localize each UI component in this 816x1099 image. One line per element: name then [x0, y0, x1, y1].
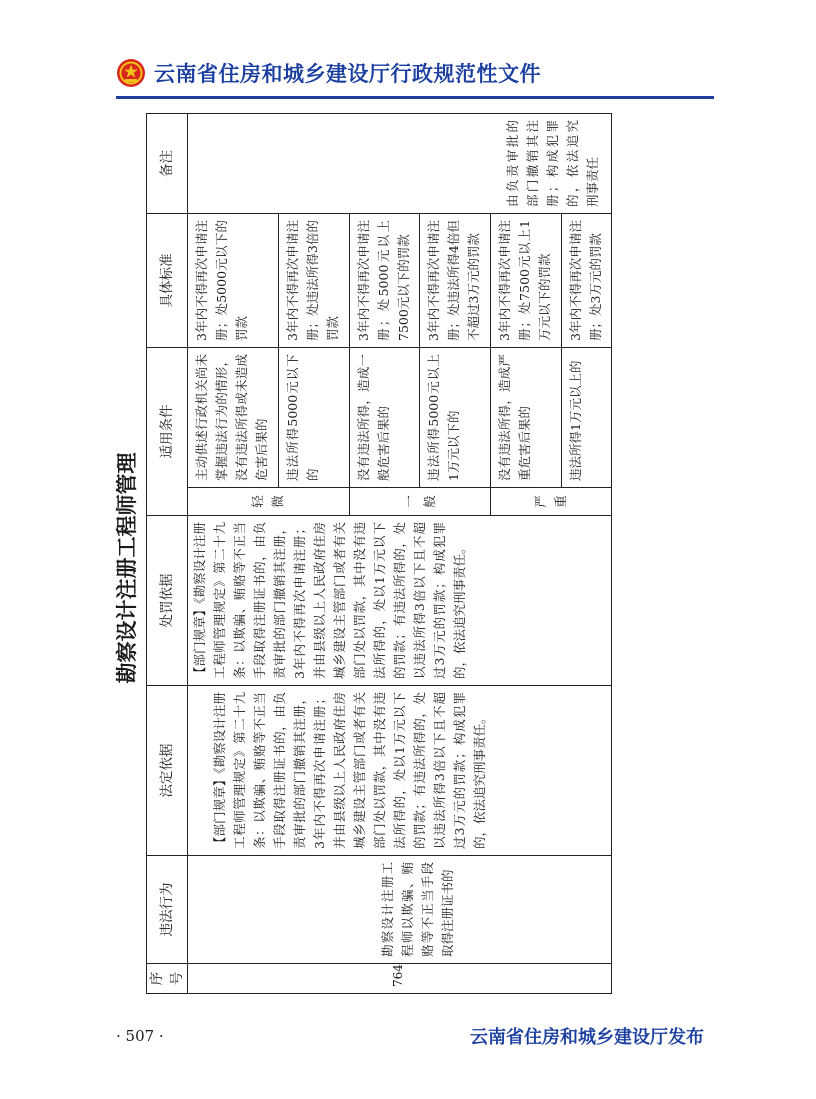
- standard-cell: 3年内不得再次申请注册；处违法所得4倍但不超过3万元的罚款: [420, 214, 491, 348]
- col-header-condition: 适用条件: [147, 348, 188, 516]
- header-divider: [116, 96, 714, 99]
- standard-cell: 3年内不得再次申请注册；处7500元以上1万元以下的罚款: [491, 214, 562, 348]
- condition-cell: 主动供述行政机关尚未掌握违法行为的情形，没有违法所得或未造成危害后果的: [188, 348, 279, 488]
- condition-cell: 没有违法所得，造成严重危害后果的: [491, 348, 562, 488]
- level-label-serious: 严重: [491, 488, 612, 516]
- row-seq: 764: [391, 964, 405, 987]
- row-penalty: 【部门规章】《勘察设计注册工程师管理规定》第二十九条：以欺骗、贿赂等不正当手段取得注册证书的，由负责审批的部门撤销其注册，3年内不得再次申请注册；并由县级以上人民政府住房城乡建设主管部门或者有关部门处以罚款，其中没有违法所得的，处以1万元以下的罚款；有违法所得的，处以违法所得3倍以下且不超过3万元的罚款；构成犯罪的，依法追究刑事责任。: [188, 516, 612, 686]
- row-act: 勘察设计注册工程师以欺骗、贿赂等不正当手段取得注册证书的: [188, 856, 612, 964]
- level-label-minor: 轻微: [188, 488, 350, 516]
- standard-cell: 3年内不得再次申请注册；处5000元以上7500元以下的罚款: [349, 214, 420, 348]
- condition-cell: 违法所得5000元以下的: [279, 348, 350, 488]
- standard-cell: 3年内不得再次申请注册；处3万元的罚款: [561, 214, 611, 348]
- document-title: 勘察设计注册工程师管理: [114, 452, 139, 684]
- condition-cell: 违法所得1万元以上的: [561, 348, 611, 488]
- col-header-act: 违法行为: [147, 856, 188, 964]
- publisher-label: 云南省住房和城乡建设厅发布: [470, 1027, 704, 1048]
- row-seq-cell: [188, 964, 612, 994]
- national-emblem-icon: [116, 58, 146, 88]
- col-header-standard: 具体标准: [147, 214, 188, 348]
- row-note: 由负责审批的部门撤销其注册；构成犯罪的，依法追究刑事责任: [188, 114, 612, 214]
- condition-cell: 违法所得5000元以上1万元以下的: [420, 348, 491, 488]
- rotated-table-area: [114, 114, 603, 994]
- standard-cell: 3年内不得再次申请注册；处5000元以下的罚款: [188, 214, 279, 348]
- penalty-table: [146, 113, 612, 994]
- table-header-row: [147, 114, 188, 994]
- col-header-penalty: 处罚依据: [147, 516, 188, 686]
- standard-cell: 3年内不得再次申请注册；处违法所得3倍的罚款: [279, 214, 350, 348]
- level-label-general: 一般: [349, 488, 490, 516]
- header-title: 云南省住房和城乡建设厅行政规范性文件: [154, 62, 541, 86]
- page-header: [116, 56, 541, 90]
- page-number: · 507 ·: [116, 1027, 164, 1045]
- condition-cell: 没有违法所得，造成一般危害后果的: [349, 348, 420, 488]
- table-row: [188, 114, 279, 994]
- row-law: 【部门规章】《勘察设计注册工程师管理规定》第二十九条：以欺骗、贿赂等不正当手段取得注册证书的，由负责审批的部门撤销其注册，3年内不得再次申请注册；并由县级以上人民政府住房城乡建设主管部门或者有关部门处以罚款，其中没有违法所得的，处以1万元以下的罚款；有违法所得的，处以违法所得3倍以下且不超过3万元的罚款；构成犯罪的，依法追究刑事责任。: [188, 686, 612, 856]
- col-header-seq: 序号: [147, 964, 188, 994]
- col-header-note: 备注: [147, 114, 188, 214]
- col-header-law: 法定依据: [147, 686, 188, 856]
